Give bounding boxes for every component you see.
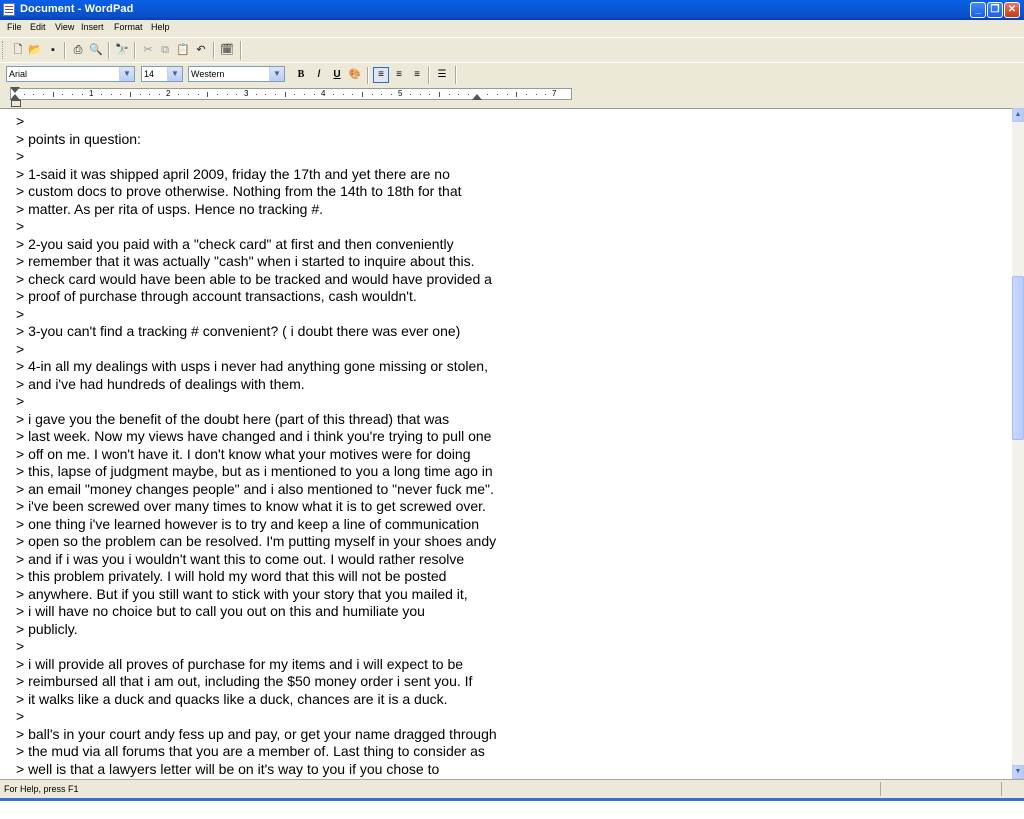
font-name: Arial [9,69,28,79]
toolbar-separator [428,67,430,84]
menu-view[interactable]: View [55,22,75,32]
color-icon[interactable]: 🎨 [348,69,362,80]
left-margin-marker[interactable] [11,100,21,107]
ruler-number: 5 [398,89,403,98]
chevron-down-icon[interactable]: ▼ [119,67,134,81]
text-line: > off on me. I won't have it. I don't know what your motives were for doing [16,445,471,462]
ruler-dot [33,94,34,95]
ruler-dot [304,94,305,95]
ruler-dot [101,94,102,95]
ruler-dot [159,94,160,95]
taskbar-edge [0,798,1024,819]
chevron-down-icon[interactable]: ▼ [269,67,284,81]
text-line: > and if i was you i wouldn't want this to come out. I would rather resolve [16,550,465,567]
first-indent-marker[interactable] [10,87,20,93]
text-line: > 2-you said you paid with a "check card" at first and then conveniently [16,235,454,252]
text-line: > ball's in your court andy fess up and pay, or get your name dragged through [16,725,497,742]
text-line: > [16,113,25,129]
minimize-button[interactable]: _ [970,2,986,18]
text-line: > and i've had hundreds of dealings with them. [16,375,305,392]
ruler-area [0,86,1024,108]
text-line: > this, lapse of judgment maybe, but as i mentioned to you a long time ago in [16,463,493,479]
text-line: > reimbursed all that i am out, including the $50 money order i sent you. If [16,673,473,689]
ruler-dot [391,94,392,95]
ruler-dot [227,94,228,95]
text-line: > i will have no choice but to call you out on this and humiliate you [16,603,425,619]
menu-help[interactable]: Help [151,22,170,32]
text-line: > open so the problem can be resolved. I'm putting myself in your shoes andy [16,533,497,549]
toolbar-end [240,41,242,60]
underline-button[interactable]: U [333,69,341,80]
text-line: > it walks like a duck and quacks like a duck, chances are it is a duck. [16,690,448,707]
ruler-dot [449,94,450,95]
ruler[interactable] [10,88,572,100]
text-line: > 3-you can't find a tracking # convenient? ( i doubt there was ever one) [16,323,461,339]
text-line: > check card would have been able to be tracked and would have provided a [16,270,492,287]
ruler-number: 1 [89,89,94,98]
ruler-dot [372,94,373,95]
text-line: > remember that it was actually "cash" when i started to inquire about this. [16,253,475,269]
menu-file[interactable]: File [7,22,22,32]
ruler-dot [62,94,63,95]
ruler-tick [362,92,363,97]
ruler-dot [333,94,334,95]
scroll-up-icon[interactable]: ▲ [1012,108,1024,122]
text-line: > publicly. [16,620,78,637]
wordpad-app-icon[interactable] [3,3,15,16]
print-preview-icon[interactable]: 🔍 [89,44,103,56]
ruler-dot [188,94,189,95]
document-text-area[interactable] [0,108,1012,780]
ruler-dot [24,94,25,95]
right-indent-marker[interactable] [472,94,482,100]
align-center-icon[interactable]: ≡ [396,69,402,80]
ruler-dot [468,94,469,95]
toolbar-grip[interactable] [2,41,6,59]
menu-bar [0,20,1024,36]
bold-button[interactable]: B [297,69,305,80]
paste-icon[interactable]: 📋 [176,44,190,56]
format-toolbar [0,62,1024,87]
status-bar [0,779,1024,799]
script-combo[interactable] [188,66,285,82]
text-line: > points in question: [16,130,141,147]
text-line: > [16,393,25,409]
text-line: > [16,148,25,164]
ruler-dot [198,94,199,95]
text-line: > well is that a lawyers letter will be on it's way to you if you chose to [16,760,440,777]
text-line: > matter. As per rita of usps. Hence no tracking #. [16,200,323,217]
ruler-dot [410,94,411,95]
new-icon[interactable]: 🗋 [13,44,23,56]
text-line: > i will provide all proves of purchase for my items and i will expect to be [16,655,464,672]
ruler-number: 3 [244,89,249,98]
text-line: > i gave you the benefit of the doubt here (part of this thread) that was [16,410,450,427]
menu-insert[interactable]: Insert [81,22,104,32]
cut-icon[interactable]: ✂ [143,44,153,56]
align-right-icon[interactable]: ≡ [414,69,420,80]
ruler-dot [487,94,488,95]
ruler-dot [352,94,353,95]
ruler-number: 7 [552,89,557,98]
ruler-dot [149,94,150,95]
close-button[interactable]: ✕ [1004,2,1020,18]
copy-icon[interactable]: ⧉ [161,44,169,56]
ruler-tick [516,92,517,97]
ruler-dot [111,94,112,95]
toolbar-separator [108,42,110,59]
text-line: > [16,340,25,357]
ruler-dot [120,94,121,95]
save-icon[interactable]: ▪ [51,44,55,56]
ruler-dot [343,94,344,95]
ruler-dot [429,94,430,95]
ruler-dot [178,94,179,95]
text-line: > 4-in all my dealings with usps i never had anything gone missing or stolen, [16,358,488,374]
toolbar-separator [134,42,136,59]
ruler-dot [545,94,546,95]
status-panel [1001,782,1002,796]
text-line: > [16,218,25,234]
standard-toolbar [0,37,1024,63]
text-line: > the mud via all forums that you are a member of. Last thing to consider as [16,743,485,759]
undo-icon[interactable]: ↶ [196,44,206,56]
window-title: Document - WordPad [20,3,134,15]
ruler-dot [497,94,498,95]
ruler-tick [439,92,440,97]
text-line: > an email "money changes people" and i also mentioned to "never fuck me". [16,480,494,497]
text-line: > one thing i've learned however is to try and keep a line of communication [16,515,479,532]
toolbar-separator [64,42,66,59]
toolbar-separator [367,67,369,84]
ruler-number: 2 [166,89,171,98]
ruler-dot [43,94,44,95]
menu-edit[interactable]: Edit [30,22,46,32]
ruler-dot [420,94,421,95]
print-icon[interactable]: ⎙ [73,44,83,56]
text-line: > proof of purchase through account transactions, cash wouldn't. [16,288,417,304]
ruler-dot [458,94,459,95]
ruler-dot [265,94,266,95]
status-panel [880,782,881,796]
ruler-number: 4 [321,89,326,98]
find-icon[interactable]: 🔭 [115,44,129,56]
ruler-dot [256,94,257,95]
vertical-scrollbar[interactable] [1012,108,1024,779]
text-line: > custom docs to prove otherwise. Nothing from the 14th to 18th for that [16,183,462,199]
ruler-dot [381,94,382,95]
scroll-down-icon[interactable]: ▼ [1012,765,1024,779]
text-line: > [16,305,25,322]
bullets-icon[interactable]: ☰ [437,69,447,80]
chevron-down-icon[interactable]: ▼ [167,67,182,81]
menu-format[interactable]: Format [114,22,143,32]
text-line: > this problem privately. I will hold my word that this will not be posted [16,568,447,584]
ruler-tick [285,92,286,97]
text-line: > anywhere. But if you still want to stick with your story that you mailed it, [16,585,468,602]
ruler-dot [72,94,73,95]
ruler-dot [507,94,508,95]
align-left-icon[interactable]: ≡ [373,67,389,83]
ruler-dot [217,94,218,95]
text-line: > [16,638,25,654]
ruler-tick [53,92,54,97]
toolbar-separator [213,42,215,59]
font-combo[interactable] [6,66,135,82]
ruler-dot [314,94,315,95]
open-icon[interactable]: 📂 [28,44,42,56]
ruler-dot [526,94,527,95]
script-name: Western [191,69,225,79]
status-text: For Help, press F1 [4,784,79,794]
ruler-tick [207,92,208,97]
date-time-icon[interactable]: 🗓 [220,44,234,56]
font-size: 14 [144,69,155,79]
ruler-dot [236,94,237,95]
ruler-dot [536,94,537,95]
text-line: > i've been screwed over many times to know what it is to get screwed over. [16,498,486,514]
italic-button[interactable]: / [317,69,321,80]
text-line: > last week. Now my views have changed and i think you're trying to pull one [16,428,492,444]
ruler-dot [275,94,276,95]
ruler-dot [294,94,295,95]
ruler-dot [140,94,141,95]
maximize-button[interactable]: ❐ [987,2,1003,18]
toolbar-end [455,66,457,84]
text-line: > 1-said it was shipped april 2009, friday the 17th and yet there are no [16,165,450,182]
text-line: > [16,708,25,724]
font-size-combo[interactable] [141,66,183,82]
scrollbar-thumb[interactable] [1012,276,1024,440]
ruler-dot [82,94,83,95]
title-bar[interactable] [0,0,1024,20]
ruler-tick [130,92,131,97]
